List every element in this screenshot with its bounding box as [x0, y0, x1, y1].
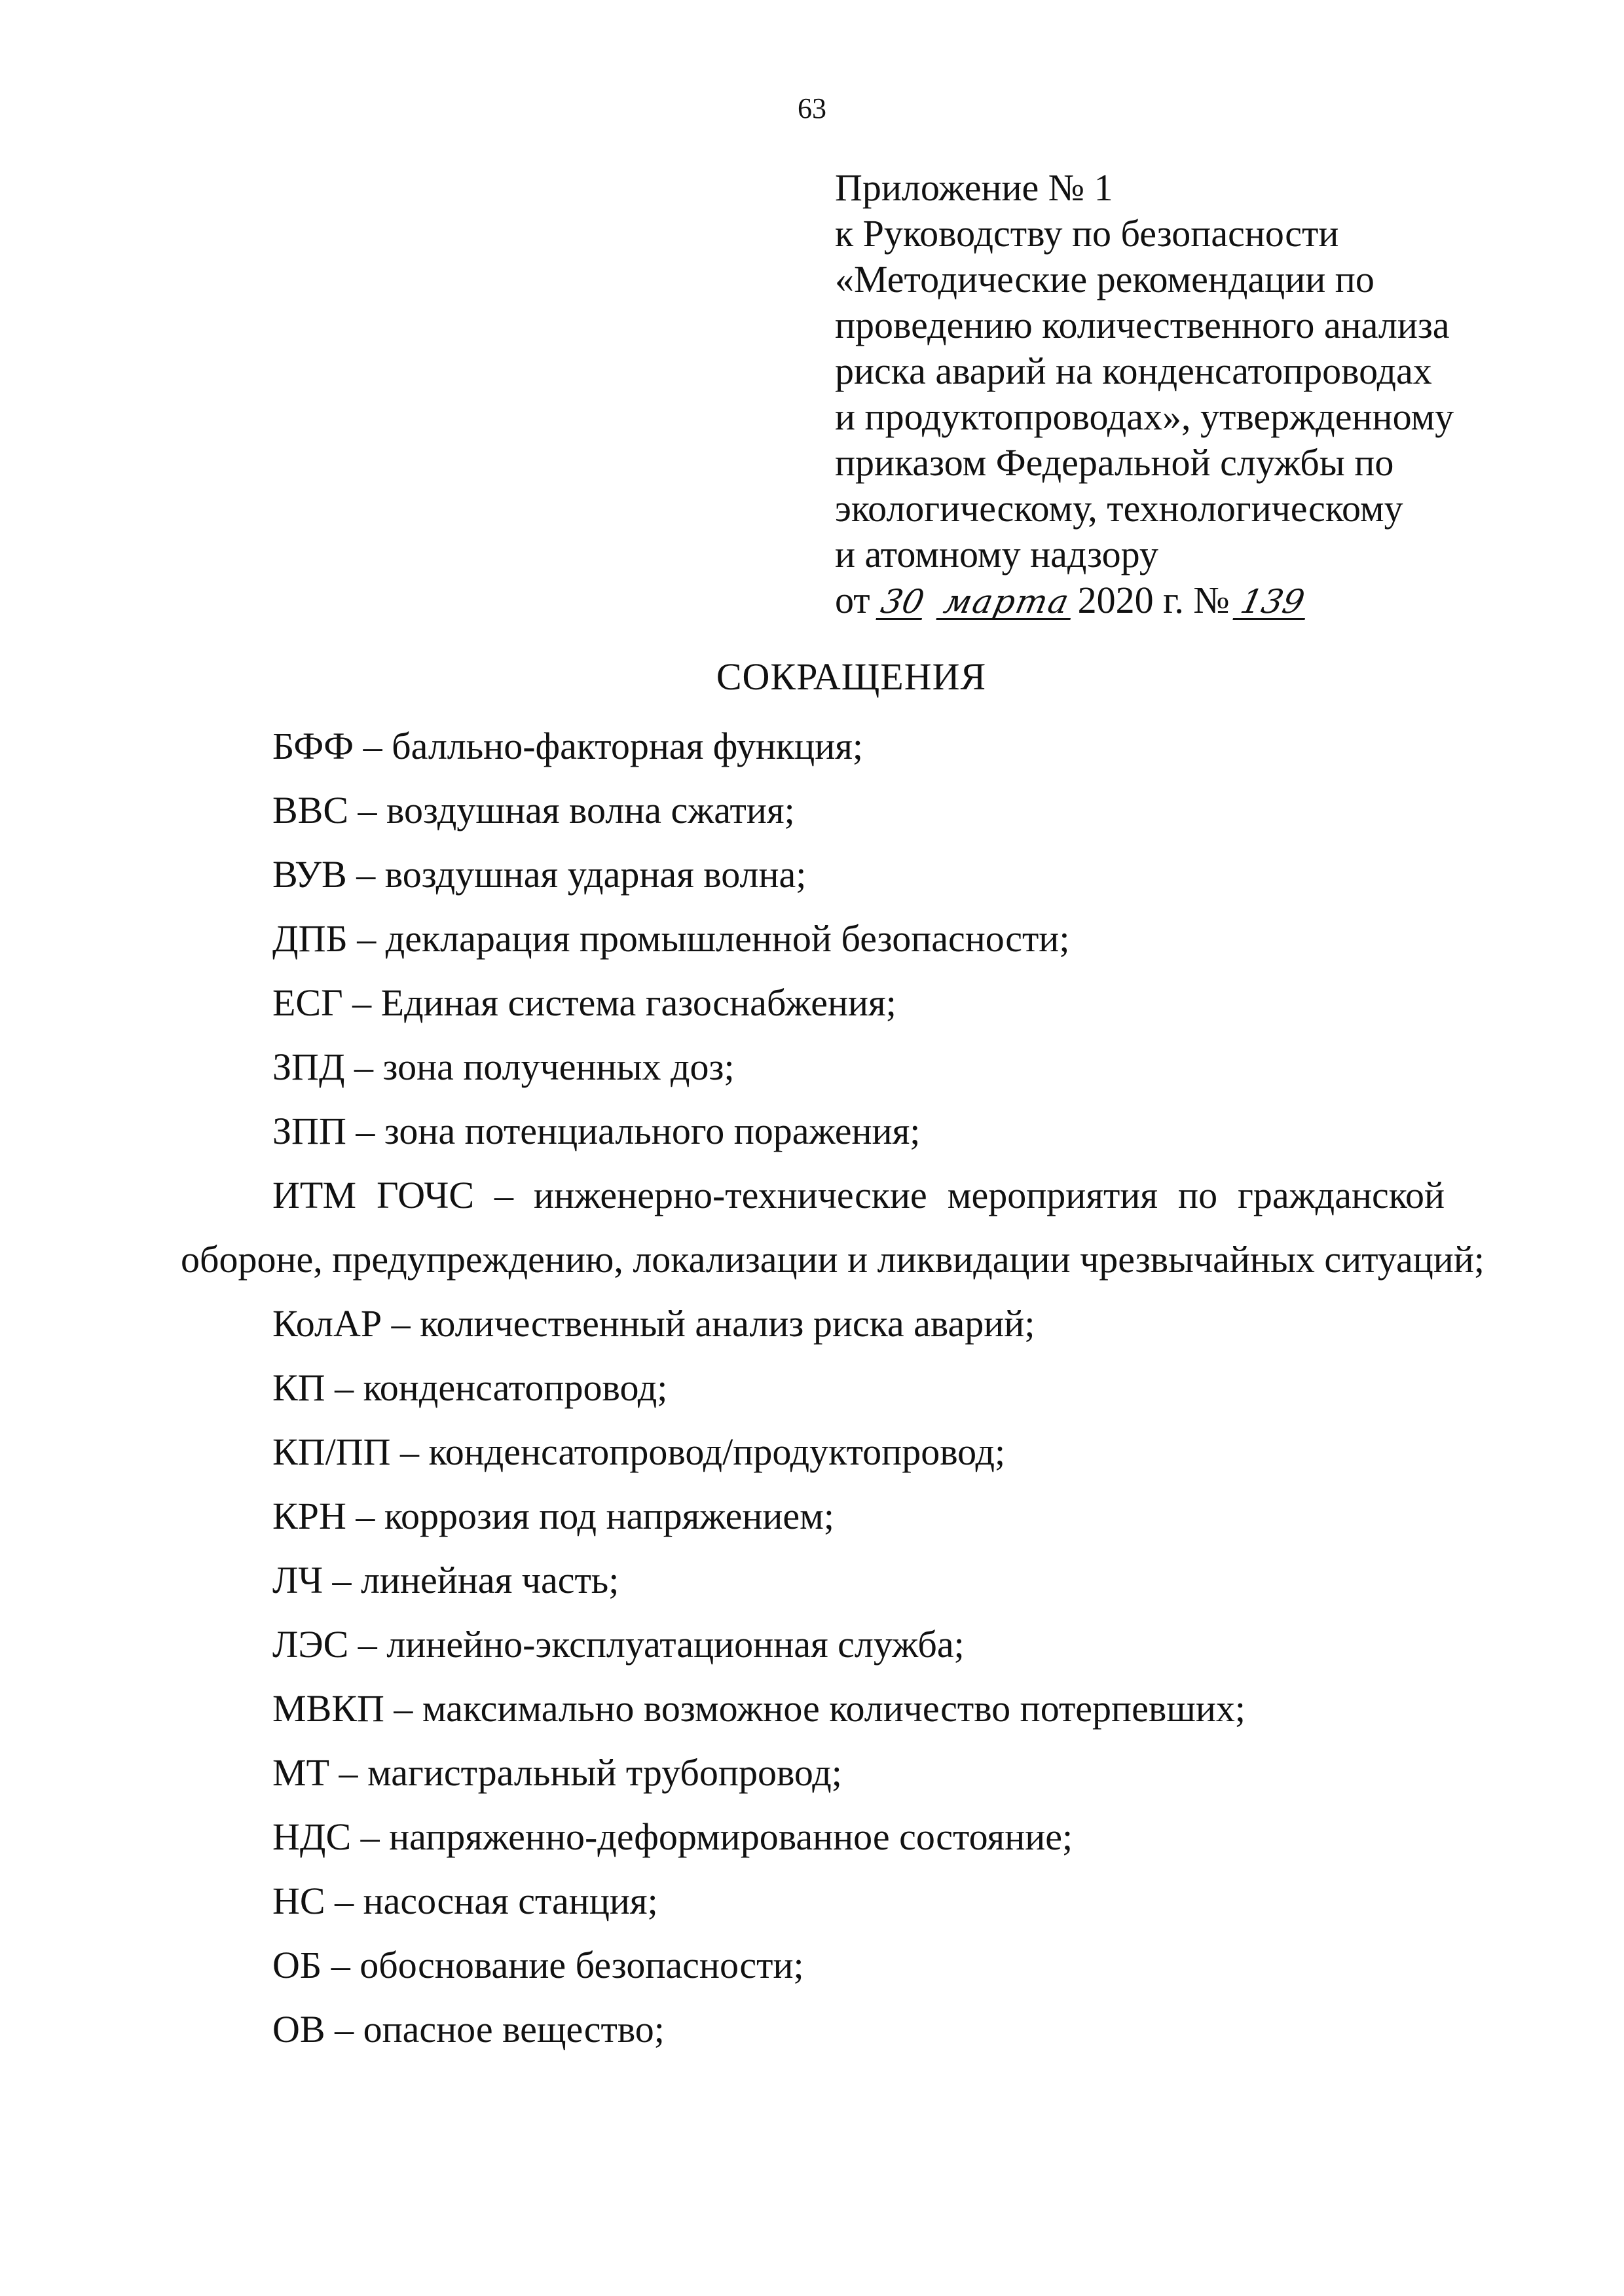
abbreviations-list [181, 723, 1485, 2071]
abbreviation-text: КП – конденсатопровод; [272, 1366, 668, 1409]
page-number: 63 [798, 92, 826, 124]
order-date-line [835, 577, 1588, 623]
appendix-line: и продуктопроводах», утвержденному [835, 395, 1454, 438]
handwritten-day: 30 [876, 585, 929, 620]
list-item [181, 1044, 1445, 1108]
list-item [181, 723, 1445, 788]
abbreviation-text: ИТМ ГОЧС – инженерно-технические мероприятия по гражданской [272, 1174, 1445, 1216]
list-item [181, 1814, 1445, 1878]
appendix-line: экологическому, технологическому [835, 487, 1403, 530]
list-item [181, 1942, 1445, 2007]
abbreviation-text: МВКП – максимально возможное количество потерпевших; [272, 1687, 1246, 1730]
abbreviation-text: ЗПД – зона полученных доз; [272, 1046, 735, 1088]
handwritten-month: марта [936, 585, 1077, 620]
appendix-line: приказом Федеральной службы по [835, 441, 1394, 484]
appendix-line: проведению количественного анализа [835, 304, 1450, 346]
list-item [181, 980, 1445, 1044]
list-item [181, 1108, 1445, 1173]
abbreviation-text: БФФ – балльно-факторная функция; [272, 725, 864, 767]
list-item [181, 1558, 1445, 1622]
abbreviation-continuation: обороне, предупреждению, локализации и ликвидации чрезвычайных ситуаций; [181, 1238, 1485, 1281]
list-item [181, 2007, 1445, 2071]
list-item [181, 1173, 1485, 1301]
list-item [181, 788, 1445, 852]
abbreviation-text: КРН – коррозия под напряжением; [272, 1495, 834, 1537]
list-item [181, 1301, 1445, 1365]
abbreviation-text: ЗПП – зона потенциального поражения; [272, 1110, 921, 1152]
abbreviation-text: ОВ – опасное вещество; [272, 2008, 665, 2050]
abbreviation-text: КолАР – количественный анализ риска аварий; [272, 1302, 1035, 1345]
list-item [181, 1493, 1445, 1558]
abbreviation-text: ОБ – обоснование безопасности; [272, 1944, 804, 1986]
list-item [181, 1750, 1445, 1814]
appendix-line: к Руководству по безопасности [835, 212, 1339, 255]
appendix-line: и атомному надзору [835, 533, 1158, 575]
abbreviation-text: НДС – напряженно-деформированное состояние; [272, 1815, 1073, 1858]
abbreviation-text: ДПБ – декларация промышленной безопасности; [272, 917, 1070, 960]
list-item [181, 1878, 1445, 1942]
order-prefix: от [835, 579, 870, 621]
abbreviation-text: НС – насосная станция; [272, 1880, 658, 1922]
abbreviation-text: ВВС – воздушная волна сжатия; [272, 789, 795, 831]
order-year: 2020 г. № [1077, 579, 1230, 621]
list-item [181, 1686, 1445, 1750]
list-item [181, 1622, 1445, 1686]
section-heading: СОКРАЩЕНИЯ [716, 655, 987, 698]
abbreviation-text: ЕСГ – Единая система газоснабжения; [272, 981, 896, 1024]
abbreviation-text: КП/ПП – конденсатопровод/продуктопровод; [272, 1430, 1006, 1473]
abbreviation-text: ВУВ – воздушная ударная волна; [272, 853, 807, 896]
list-item [181, 916, 1445, 980]
list-item [181, 1429, 1445, 1493]
appendix-line: риска аварий на конденсатопроводах [835, 350, 1432, 392]
abbreviation-text: ЛЧ – линейная часть; [272, 1559, 619, 1601]
abbreviation-text: ЛЭС – линейно-эксплуатационная служба; [272, 1623, 965, 1666]
appendix-line: Приложение № 1 [835, 166, 1113, 209]
list-item [181, 852, 1445, 916]
handwritten-order-number: 139 [1232, 585, 1312, 620]
abbreviation-text: МТ – магистральный трубопровод; [272, 1751, 842, 1794]
list-item [181, 1365, 1445, 1429]
appendix-header [835, 165, 1588, 623]
appendix-line: «Методические рекомендации по [835, 258, 1375, 301]
